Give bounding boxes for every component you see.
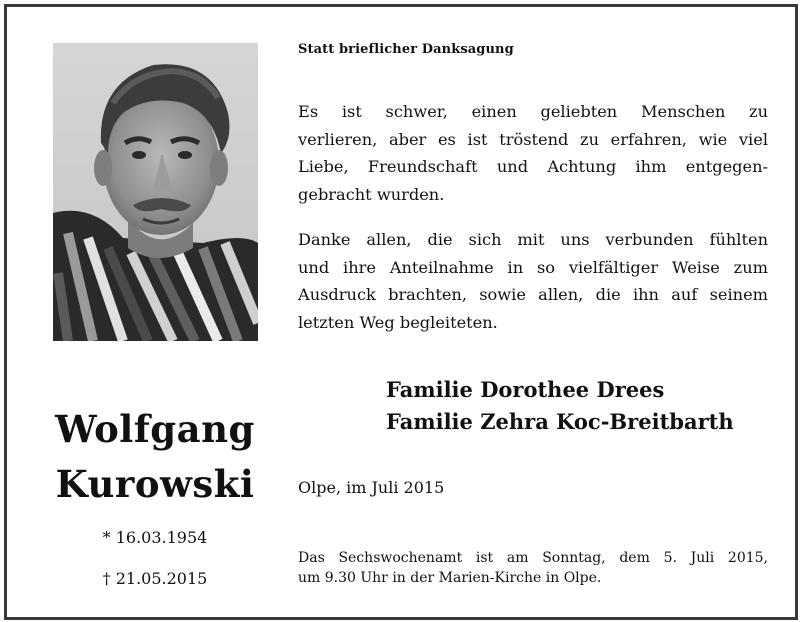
family-signatures (386, 374, 734, 438)
deceased-last-name: Kurowski (55, 462, 255, 506)
portrait-illustration (53, 43, 258, 341)
paragraph-line: gebracht wurden. (298, 184, 445, 204)
death-date: † 21.05.2015 (102, 569, 208, 588)
paragraph-line: Liebe, Freundschaft und Achtung ihm entgegen- (298, 157, 768, 176)
paragraph-line: verlieren, aber es ist tröstend zu erfahren, wie viel (298, 129, 768, 149)
service-line: um 9.30 Uhr in der Marien-Kirche in Olpe. (298, 570, 602, 586)
family-name: Familie Zehra Koc-Breitbarth (386, 409, 734, 434)
paragraph-line: und ihre Anteilnahme in so vielfältiger Weise zum (298, 257, 768, 277)
family-name: Familie Dorothee Drees (386, 377, 665, 402)
paragraph-line: Danke allen, die sich mit uns verbunden fühlten (298, 230, 768, 249)
portrait-photo (53, 43, 258, 341)
deceased-name (40, 402, 270, 512)
memorial-service-info (298, 548, 768, 588)
thanks-paragraph-2 (298, 226, 768, 336)
notice-heading: Statt brieflicher Danksagung (298, 42, 514, 57)
paragraph-line: letzten Weg begleiteten. (298, 312, 498, 332)
thanks-paragraph-1 (298, 98, 768, 208)
paragraph-line: Ausdruck brachten, sowie allen, die ihn auf seinem (298, 285, 768, 304)
deceased-first-name: Wolfgang (55, 407, 255, 451)
birth-date: * 16.03.1954 (102, 528, 208, 547)
place-and-date: Olpe, im Juli 2015 (298, 478, 445, 497)
paragraph-line: Es ist schwer, einen geliebten Menschen zu (298, 102, 768, 121)
service-line: Das Sechswochenamt ist am Sonntag, dem 5. Juli 2015, (298, 550, 768, 566)
